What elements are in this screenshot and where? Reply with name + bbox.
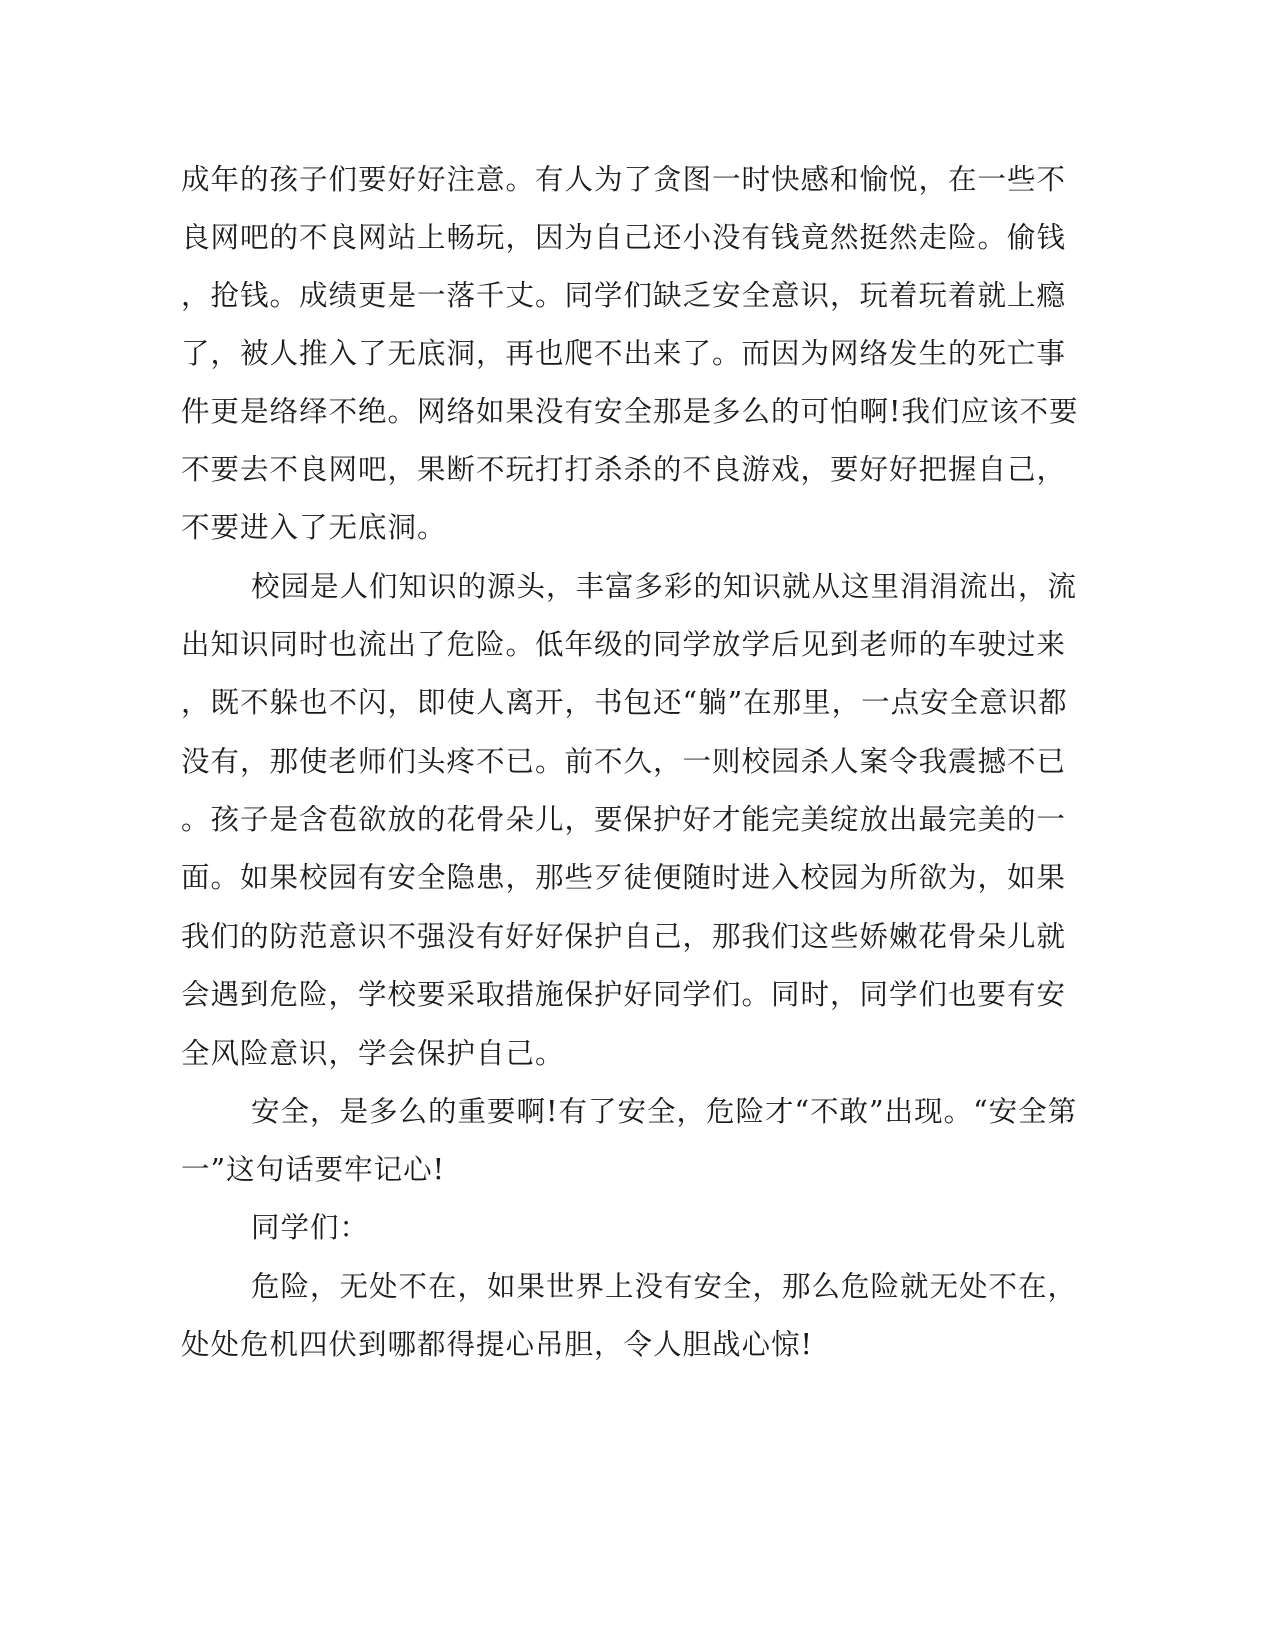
text-line: 了，被人推入了无底洞，再也爬不出来了。而因为网络发生的死亡事 — [181, 337, 1067, 370]
text-line: ，既不躲也不闪，即使人离开，书包还“躺”在那里，一点安全意识都 — [181, 686, 1068, 719]
text-line: 。孩子是含苞欲放的花骨朵儿，要保护好才能完美绽放出最完美的一 — [181, 803, 1067, 836]
text-line: ，抢钱。成绩更是一落千丈。同学们缺乏安全意识，玩着玩着就上瘾 — [181, 279, 1067, 312]
text-line: 全风险意识，学会保护自己。 — [181, 1037, 565, 1070]
salutation: 同学们： — [251, 1211, 370, 1244]
paragraph-first-line: 危险，无处不在，如果世界上没有安全，那么危险就无处不在， — [251, 1270, 1078, 1303]
text-line: 件更是络绎不绝。网络如果没有安全那是多么的可怕啊!我们应该不要 — [181, 395, 1079, 428]
text-line: 处处危机四伏到哪都得提心吊胆，令人胆战心惊! — [181, 1328, 813, 1361]
text-line: 一”这句话要牢记心! — [181, 1153, 446, 1186]
text-line: 会遇到危险，学校要采取措施保护好同学们。同时，同学们也要有安 — [181, 978, 1067, 1011]
text-line: 成年的孩子们要好好注意。有人为了贪图一时快感和愉悦，在一些不 — [181, 163, 1067, 196]
text-line: 出知识同时也流出了危险。低年级的同学放学后见到老师的车驶过来 — [181, 628, 1067, 661]
text-line: 不要进入了无底洞。 — [181, 511, 447, 544]
paragraph-first-line: 校园是人们知识的源头，丰富多彩的知识就从这里涓涓流出，流 — [251, 570, 1078, 603]
text-line: 良网吧的不良网站上畅玩，因为自己还小没有钱竟然挺然走险。偷钱 — [181, 221, 1067, 254]
text-line: 面。如果校园有安全隐患，那些歹徒便随时进入校园为所欲为，如果 — [181, 861, 1067, 894]
text-line: 没有，那使老师们头疼不已。前不久，一则校园杀人案令我震撼不已 — [181, 745, 1067, 778]
text-line: 我们的防范意识不强没有好好保护自己，那我们这些娇嫩花骨朵儿就 — [181, 920, 1067, 953]
paragraph-first-line: 安全，是多么的重要啊!有了安全，危险才“不敢”出现。“安全第 — [251, 1095, 1078, 1128]
text-line: 不要去不良网吧，果断不玩打打杀杀的不良游戏，要好好把握自己， — [181, 453, 1067, 486]
